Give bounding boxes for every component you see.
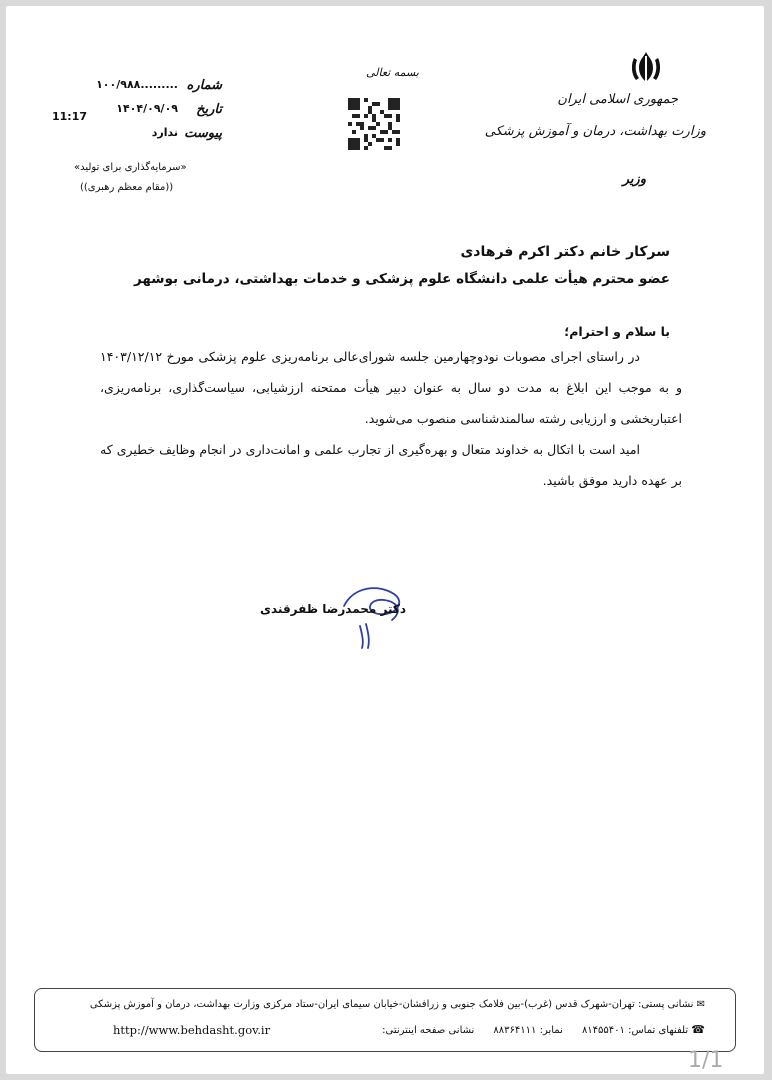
website-link[interactable]: http://www.behdasht.gov.ir bbox=[113, 1023, 271, 1037]
number-value: ۱۰۰/۹۸۸......... bbox=[96, 78, 178, 91]
slogan: «سرمایه‌گذاری برای تولید» bbox=[74, 162, 187, 173]
body-paragraph-2: امید است با اتکال به خداوند متعال و بهره‌گیری از تجارب علمی و امانت‌داری در انجام وظایف خطیری که بر عهده دارید موفق باشید. bbox=[100, 442, 682, 488]
letter-time: 11:17 bbox=[52, 110, 88, 123]
website-label: نشانی صفحه اینترنتی: bbox=[382, 1025, 475, 1036]
body-paragraph-1: در راستای اجرای مصوبات نودوچهارمین جلسه شورای‌عالی برنامه‌ریزی علوم پزشکی مورخ ۱۴۰۳/۱۲/۱۲ و به موجب این ابلاغ به مدت دو سال به عنوان دبیر هیأت ممتحنه ارزشیابی، سیاست‌گذاری، برنامه‌ریزی، اعتباربخشی و ارزیابی رشته سالمندشناسی منصوب می‌شوید. bbox=[100, 349, 682, 426]
envelope-icon: ✉ bbox=[696, 999, 705, 1010]
ministry-country-name: جمهوری اسلامی ایران bbox=[557, 92, 678, 107]
signature-scribble bbox=[324, 576, 424, 656]
attachment-label: پیوست bbox=[184, 126, 222, 141]
footer-address bbox=[90, 999, 705, 1010]
letter-date bbox=[94, 102, 222, 122]
attachment-value: ندارد bbox=[151, 126, 178, 139]
bismillah-heading: بسمه تعالی bbox=[366, 66, 419, 79]
footer-box bbox=[34, 988, 736, 1052]
footer-contacts bbox=[382, 1023, 705, 1036]
iran-emblem-icon bbox=[626, 48, 666, 88]
phone-icon: ☎ bbox=[691, 1023, 705, 1036]
recipient-title: عضو محترم هیأت علمی دانشگاه علوم پزشکی و خدمات بهداشتی، درمانی بوشهر bbox=[134, 271, 670, 287]
ministry-name: وزارت بهداشت، درمان و آموزش پزشکی bbox=[484, 124, 706, 139]
phone-text: تلفنهای تماس: ۸۱۴۵۵۴۰۱ bbox=[581, 1025, 689, 1036]
qr-code-icon bbox=[348, 98, 400, 150]
letter-number bbox=[94, 78, 222, 98]
letter-attachment bbox=[94, 126, 222, 146]
page-indicator: 1/1 bbox=[688, 1048, 724, 1073]
fax-text: نمابر: ۸۸۳۶۴۱۱۱ bbox=[493, 1025, 563, 1036]
date-label: تاریخ bbox=[196, 102, 222, 117]
signer-name: دکتر محمدرضا ظفرقندی bbox=[259, 602, 406, 616]
number-label: شماره bbox=[186, 78, 222, 93]
date-value: ۱۴۰۴/۰۹/۰۹ bbox=[116, 102, 178, 115]
recipient-name: سرکار خانم دکتر اکرم فرهادی bbox=[460, 244, 670, 260]
letter-page bbox=[6, 6, 764, 1074]
greeting: با سلام و احترام؛ bbox=[564, 324, 670, 339]
slogan-attribution: ((مقام معظم رهبری)) bbox=[80, 182, 174, 193]
minister-title: وزیر bbox=[622, 172, 646, 187]
address-text: نشانی پستی: تهران-شهرک قدس (غرب)-بین فلامک جنوبی و زرافشان-خیابان سیمای ایران-ستاد مرکزی وزارت بهداشت، درمان و آموزش پزشکی bbox=[89, 999, 694, 1010]
